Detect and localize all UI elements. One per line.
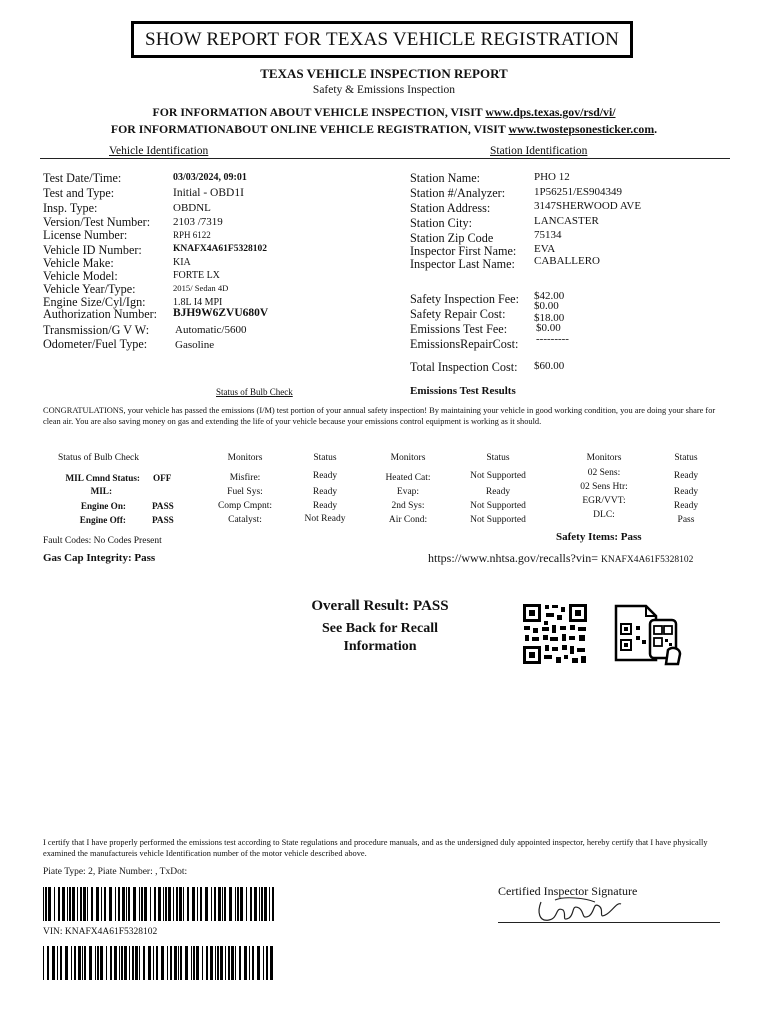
barcode-bar [87, 887, 88, 921]
barcode-bar [187, 887, 189, 921]
gas-cap-result: Gas Cap Integrity: Pass [43, 552, 156, 564]
monitor-name: Misfire: [229, 473, 261, 483]
barcode-bar [156, 946, 158, 980]
barcode-bar [229, 887, 232, 921]
barcode-bar [214, 887, 216, 921]
vehicle-field-value: 03/03/2024, 09:01 [173, 172, 247, 183]
barcode-bar [266, 946, 268, 980]
barcode-bar [254, 887, 257, 921]
col-header: Status of Bulb Check [58, 453, 140, 463]
barcode-bar [240, 887, 243, 921]
bulb-value: OFF [153, 473, 172, 483]
monitor-status: Ready [673, 487, 699, 497]
barcode-bar [205, 887, 208, 921]
see-back-line2: Information [343, 639, 417, 654]
monitor-status: Ready [485, 487, 511, 497]
monitor-name: Heated Cat: [385, 473, 431, 483]
barcode-bar [270, 946, 273, 980]
barcode-bar [119, 946, 120, 980]
monitor-status: Ready [312, 487, 338, 497]
vehicle-field-value: Gasoline [175, 339, 215, 351]
bulb-label: MIL: [90, 486, 112, 496]
vehicle-field-label: Engine Size/Cyl/Ign: [43, 295, 146, 309]
barcode-bar [225, 946, 226, 980]
barcode-bar [118, 887, 120, 921]
barcode-bar [89, 946, 92, 980]
vehicle-field-label: Test Date/Time: [43, 171, 122, 185]
info-line-registration-text: FOR INFORMATIONABOUT ONLINE VEHICLE REGISTRATION, VISIT [110, 122, 509, 136]
fee-label: Safety Inspection Fee: [410, 292, 519, 306]
station-field-label: Inspector Last Name: [410, 257, 515, 271]
barcode-bar [52, 946, 55, 980]
barcode-bar [95, 946, 96, 980]
barcode-bar [48, 887, 51, 921]
station-field-value: LANCASTER [534, 215, 599, 227]
barcode-bar [114, 946, 117, 980]
barcode-bar [249, 946, 250, 980]
vehicle-field-label: Vehicle Year/Type: [43, 282, 136, 296]
report-subtitle: Safety & Emissions Inspection [312, 84, 456, 96]
barcode-bar [272, 887, 274, 921]
barcode-bar [133, 887, 136, 921]
vehicle-field-value: 2103 /7319 [173, 216, 223, 228]
monitor-name: 02 Sens: [587, 468, 621, 478]
barcode-bar [210, 946, 213, 980]
barcode-bar [179, 887, 182, 921]
barcode-bar [218, 887, 221, 921]
monitor-name: Air Cond: [388, 515, 428, 525]
barcode-bar [153, 946, 154, 980]
vehicle-field-label: Test and Type: [43, 186, 115, 200]
barcode-bar [178, 946, 179, 980]
station-field-label: Station City: [410, 216, 472, 230]
monitor-status: Ready [673, 471, 699, 481]
barcode-bar [82, 946, 83, 980]
barcode-bar [173, 887, 174, 921]
vehicle-field-label: Vehicle Make: [43, 256, 114, 270]
emissions-results-heading: Emissions Test Results [410, 385, 516, 397]
barcode-bar [129, 946, 130, 980]
station-field-value: CABALLERO [534, 255, 600, 267]
vehicle-field-value: OBDNL [173, 202, 211, 214]
barcode-bar [217, 946, 219, 980]
barcode-bar [121, 946, 123, 980]
monitor-name: Catalyst: [228, 515, 262, 525]
barcode-bar [211, 887, 212, 921]
bulb-value: PASS [152, 515, 174, 525]
barcode-bar [109, 887, 112, 921]
monitor-status: Not Supported [470, 471, 526, 481]
barcode-bar [231, 946, 234, 980]
barcode-bar [176, 887, 178, 921]
info-line-registration [0, 122, 768, 137]
barcode-bar [215, 946, 216, 980]
monitor-name: 02 Sens Htr: [580, 482, 628, 492]
info-line-inspection-text: FOR INFORMATION ABOUT VEHICLE INSPECTION, VISIT [152, 105, 486, 119]
recall-link[interactable] [428, 551, 693, 566]
barcode-bar [72, 887, 75, 921]
barcode-bar [128, 887, 130, 921]
barcode-bar [191, 946, 192, 980]
report-title: TEXAS VEHICLE INSPECTION REPORT [260, 66, 508, 81]
station-field-label: Station Address: [410, 201, 491, 215]
barcode-bar [69, 887, 71, 921]
bulb-check-heading: Status of Bulb Check [216, 387, 293, 397]
barcode-bar [43, 946, 44, 980]
barcode-bar [174, 946, 177, 980]
vehicle-field-value: 1.8L I4 MPI [173, 297, 223, 308]
bulb-value: PASS [152, 501, 174, 511]
fee-value: $18.00 [534, 312, 565, 324]
station-field-value: 75134 [534, 229, 562, 241]
monitor-name: Evap: [396, 487, 420, 497]
barcode-bar [74, 946, 76, 980]
vehicle-field-value: KNAFX4A61F5328102 [173, 244, 267, 254]
barcode-bar [104, 887, 106, 921]
certification-paragraph: I certify that I have properly performed the emissions test according to State regulations and procedure manuals, and as the undersigned duly appointed inspector, hereby certify that I have physically examined the manufactureis vehicle Identification number of the motor vehicle described above. [43, 838, 708, 858]
barcode-bar [126, 887, 127, 921]
barcode-bar [239, 946, 241, 980]
barcode-bar [196, 946, 199, 980]
twosteps-link[interactable]: www.twostepsonesticker.com [508, 122, 655, 136]
col-header: Status [486, 453, 510, 463]
barcode-bar [122, 887, 125, 921]
vehicle-field-value: Initial - OBD1I [173, 187, 244, 199]
barcode-bar [259, 887, 260, 921]
fee-value: $0.00 [534, 300, 559, 312]
barcode-bar [257, 946, 260, 980]
barcode-bar [97, 946, 99, 980]
barcode-bar [183, 887, 184, 921]
barcode-bar [193, 946, 195, 980]
barcode-bar [180, 946, 182, 980]
barcode-bar [144, 887, 147, 921]
barcode-bar [101, 887, 102, 921]
barcode-bar [143, 946, 145, 980]
congrats-paragraph: CONGRATULATIONS, your vehicle has passed the emissions (I/M) test portion of your annual safety inspection! By maintaining your vehicle in good working condition, you are doing your share for clean air. You are also saving money on gas and extending the life of your vehicle because your emissions control equipment is working as it should. [43, 406, 716, 426]
barcode-bar [84, 946, 86, 980]
monitor-status: Ready [312, 501, 338, 511]
monitor-name: EGR/VVT: [582, 496, 626, 506]
barcode-bar [264, 887, 267, 921]
barcode-bar [132, 946, 134, 980]
barcode-bar [91, 887, 93, 921]
show-report-label: SHOW REPORT FOR TEXAS VEHICLE REGISTRATION [144, 28, 620, 50]
vehicle-field-label: Version/Test Number: [43, 215, 151, 229]
vehicle-field-value: Automatic/5600 [175, 324, 247, 336]
station-field-value: 1P56251/ES904349 [534, 186, 623, 198]
station-field-label: Station #/Analyzer: [410, 186, 506, 200]
barcode-bar [224, 887, 226, 921]
plate-line: Piate Type: 2, Piate Number: , TxDot: [43, 867, 188, 877]
barcode-bar [263, 946, 264, 980]
signature-line [498, 922, 720, 923]
dps-link[interactable]: www.dps.texas.gov/rsd/vi/ [485, 105, 616, 119]
vehicle-field-value: 2015/ Sedan 4D [173, 283, 229, 293]
fee-label: Emissions Test Fee: [410, 322, 508, 336]
barcode-bar [185, 946, 188, 980]
barcode-bar [124, 946, 127, 980]
see-back-line1: See Back for Recall [322, 621, 438, 636]
vehicle-field-label: Transmission/G V W: [43, 323, 150, 337]
monitor-status: Pass [677, 515, 695, 525]
barcode-bar [235, 887, 236, 921]
col-header: Monitors [586, 453, 622, 463]
barcode-bar [170, 946, 172, 980]
barcode-icon [43, 946, 275, 980]
bulb-label: Engine Off: [79, 515, 126, 525]
barcode-icon [43, 887, 275, 921]
monitor-name: 2nd Sys: [391, 501, 425, 511]
station-identification-heading: Station Identification [490, 145, 588, 157]
col-header: Status [313, 453, 337, 463]
barcode-bar [58, 887, 60, 921]
col-header: Status [674, 453, 698, 463]
barcode-bar [206, 946, 208, 980]
barcode-bar [200, 887, 202, 921]
barcode-bar [163, 887, 164, 921]
vehicle-field-label: Authorization Number: [43, 307, 158, 321]
barcode-bar [106, 946, 107, 980]
barcode-bar [244, 946, 247, 980]
barcode-bar [67, 887, 68, 921]
barcode-bar [83, 887, 86, 921]
fee-value: $42.00 [534, 290, 565, 302]
fee-value: --------- [536, 333, 569, 345]
monitor-name: Fuel Sys: [227, 487, 263, 497]
monitor-name: Comp Cmpnt: [217, 501, 273, 511]
overall-result: Overall Result: PASS [311, 598, 449, 614]
barcode-bar [192, 887, 195, 921]
monitor-status: Not Supported [470, 501, 526, 511]
barcode-bar [80, 887, 82, 921]
barcode-bar [62, 887, 65, 921]
monitor-status: Ready [312, 471, 338, 481]
signature-label: Certified Inspector Signature [498, 884, 638, 898]
barcode-bar [139, 946, 140, 980]
barcode-bar [45, 887, 47, 921]
bulb-label: MIL Cmnd Status: [65, 473, 140, 483]
monitor-status: Not Supported [470, 515, 526, 525]
monitor-name: DLC: [593, 510, 615, 520]
barcode-bar [165, 887, 167, 921]
vehicle-field-label: Vehicle ID Number: [43, 243, 142, 257]
barcode-bar [252, 946, 254, 980]
col-header: Monitors [227, 453, 263, 463]
barcode-bar [115, 887, 116, 921]
station-field-label: Station Name: [410, 171, 481, 185]
barcode-bar [148, 946, 151, 980]
barcode-bar [250, 887, 252, 921]
barcode-bar [78, 946, 81, 980]
total-cost-label: Total Inspection Cost: [410, 360, 518, 374]
monitor-status: Not Ready [304, 514, 346, 524]
barcode-bar [246, 887, 247, 921]
fee-label: EmissionsRepairCost: [410, 337, 519, 351]
station-field-value: 3147SHERWOOD AVE [534, 200, 642, 212]
vehicle-identification-heading: Vehicle Identification [109, 145, 209, 157]
barcode-bar [228, 946, 230, 980]
col-header: Monitors [390, 453, 426, 463]
bulb-label: Engine On: [80, 501, 126, 511]
vehicle-field-label: Insp. Type: [43, 201, 98, 215]
barcode-bar [77, 887, 78, 921]
station-field-label: Station Zip Code [410, 231, 494, 245]
station-field-value: EVA [534, 243, 556, 255]
barcode-bar [110, 946, 112, 980]
barcode-bar [235, 946, 236, 980]
section-divider [40, 158, 730, 159]
barcode-bar [237, 887, 239, 921]
barcode-bar [161, 946, 164, 980]
barcode-bar [168, 887, 171, 921]
barcode-bar [135, 946, 138, 980]
barcode-bar [154, 887, 156, 921]
station-field-label: Inspector First Name: [410, 244, 517, 258]
station-field-value: PHO 12 [534, 171, 570, 183]
barcode-bar [100, 946, 103, 980]
total-cost-value: $60.00 [534, 360, 565, 372]
barcode-bar [202, 946, 203, 980]
barcode-bar [65, 946, 68, 980]
barcode-bar [167, 946, 168, 980]
barcode-bar [150, 887, 151, 921]
barcode-bar [71, 946, 72, 980]
vin-label: VIN: KNAFX4A61F5328102 [43, 927, 158, 937]
barcode-bar [197, 887, 198, 921]
barcode-bar [141, 887, 143, 921]
barcode-bar [54, 887, 55, 921]
recall-vin: KNAFX4A61F5328102 [600, 555, 694, 565]
barcode-bar [220, 946, 223, 980]
monitor-status: Ready [673, 501, 699, 511]
show-report-button[interactable] [131, 21, 633, 58]
authorization-number: BJH9W6ZVU680V [173, 307, 269, 319]
barcode-bar [96, 887, 99, 921]
barcode-bar [222, 887, 223, 921]
fee-value: $0.00 [536, 322, 561, 334]
barcode-bar [139, 887, 140, 921]
barcode-bar [43, 887, 44, 921]
barcode-bar [47, 946, 49, 980]
barcode-bar [60, 946, 62, 980]
info-line-end: . [654, 122, 658, 136]
vehicle-field-value: KIA [173, 257, 191, 268]
phone-qr-scan-icon [612, 600, 684, 666]
fee-label: Safety Repair Cost: [410, 307, 506, 321]
recall-url: https://www.nhtsa.gov/recalls?vin= [428, 551, 598, 565]
barcode-bar [269, 887, 270, 921]
vehicle-field-label: Odometer/Fuel Type: [43, 337, 148, 351]
safety-items-result: Safety Items: Pass [556, 531, 642, 543]
barcode-bar [261, 887, 263, 921]
info-line-inspection [0, 105, 768, 120]
vehicle-field-label: Vehicle Model: [43, 269, 118, 283]
vehicle-field-value: RPH 6122 [173, 230, 211, 240]
barcode-bar [158, 887, 161, 921]
vehicle-field-value: FORTE LX [173, 270, 220, 281]
barcode-bar [57, 946, 58, 980]
vehicle-field-label: License Number: [43, 228, 128, 242]
qr-code-icon[interactable] [522, 603, 588, 665]
fault-codes: Fault Codes: No Codes Present [43, 536, 162, 546]
